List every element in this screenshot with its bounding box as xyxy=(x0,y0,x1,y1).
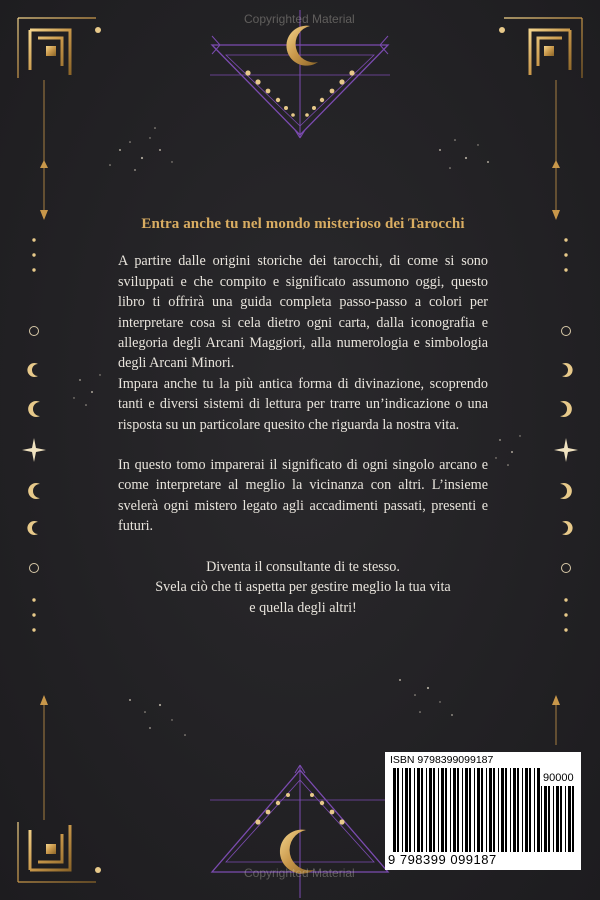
barcode-bar xyxy=(450,768,451,852)
barcode-bar xyxy=(486,768,487,852)
top-moon-ornament xyxy=(210,10,390,138)
barcode-bar xyxy=(572,786,574,852)
barcode-bar xyxy=(489,768,492,852)
barcode-bar xyxy=(565,786,566,852)
barcode-bar xyxy=(477,768,480,852)
price-code: 90000 xyxy=(543,772,574,784)
barcode-bar xyxy=(525,768,528,852)
barcode-bar xyxy=(560,786,562,852)
barcode-bar xyxy=(481,768,483,852)
barcode-bar xyxy=(426,768,427,852)
barcode-bar xyxy=(402,768,403,852)
barcode-icon xyxy=(539,786,577,852)
barcode-bar xyxy=(417,768,420,852)
barcode-bar xyxy=(409,768,411,852)
barcode-bar xyxy=(445,768,447,852)
barcode-icon xyxy=(391,768,541,852)
barcode-bar xyxy=(453,768,456,852)
barcode-bar xyxy=(474,768,475,852)
moon-icon xyxy=(286,26,318,66)
barcode-bar xyxy=(441,768,444,852)
paragraph-2: Impara anche tu la più antica forma di divinazione, scoprendo tanti e diversi sistemi di lettura per trarre un’indicazione o una risposta su un particolare quesito che riguarda la nostra vita. xyxy=(118,375,488,433)
barcode-bar xyxy=(457,768,459,852)
barcode-bar xyxy=(522,768,523,852)
corner-ornament-icon xyxy=(18,822,101,882)
barcode-bar xyxy=(429,768,432,852)
barcode-bar xyxy=(405,768,408,852)
corner-ornament-icon xyxy=(18,18,101,78)
barcode-bar xyxy=(493,768,495,852)
barcode-bar xyxy=(433,768,435,852)
barcode-bar xyxy=(469,768,471,852)
closing-line-1: Diventa il consultante di te stesso. xyxy=(206,558,400,575)
closing-line-2: Svela ciò che ti aspetta per gestire meglio la tua vita xyxy=(155,579,451,596)
barcode-bar xyxy=(414,768,415,852)
heading: Entra anche tu nel mondo misterioso dei Tarocchi xyxy=(141,216,465,232)
barcode-bar xyxy=(510,768,511,852)
barcode-bar xyxy=(517,768,519,852)
barcode-bar xyxy=(498,768,499,852)
barcode-bar xyxy=(465,768,468,852)
barcode-bar xyxy=(548,786,550,852)
circle-icon xyxy=(30,564,39,573)
barcode-bar xyxy=(505,768,507,852)
watermark-top: Copyrighted Material xyxy=(244,12,355,26)
barcode-bar xyxy=(438,768,439,852)
barcode-box xyxy=(385,752,581,870)
barcode-bar xyxy=(553,786,554,852)
barcode-bar xyxy=(501,768,504,852)
barcode-bar xyxy=(421,768,423,852)
paragraph-1: A partire dalle origini storiche dei tarocchi, di come si sono sviluppati e che compito e significato assumono oggi, questo libro ti offrirà una guida completa passo-passo a colori per interpretare cosa si cela dietro ogni carta, dalla iconografia e allegoria degli Arcani Maggiori, alla numerologia e simbologia degli Arcani Minori. xyxy=(118,253,488,372)
ean-digits: 9 798399 099187 xyxy=(388,852,497,867)
circle-icon xyxy=(562,564,571,573)
watermark-bottom: Copyrighted Material xyxy=(244,866,355,880)
barcode-bar xyxy=(529,768,531,852)
isbn-label: ISBN 9798399099187 xyxy=(390,754,494,766)
corner-ornament-icon xyxy=(499,18,582,78)
circle-icon xyxy=(562,327,571,336)
paragraph-3: In questo tomo imparerai il significato di ogni singolo arcano e come interpretare al meglio la vicinanza con altri. L’insieme svelerà ogni mistero legato agli accadimenti passati, presenti e futuri. xyxy=(118,457,488,535)
barcode-bar xyxy=(534,768,535,852)
circle-icon xyxy=(30,327,39,336)
barcode-bar xyxy=(513,768,516,852)
barcode-bar xyxy=(393,768,396,852)
barcode-bar xyxy=(544,786,547,852)
barcode-bar xyxy=(568,786,571,852)
closing-line-3: e quella degli altri! xyxy=(249,599,357,616)
description-text xyxy=(118,214,488,618)
barcode-bar xyxy=(541,786,542,852)
barcode-bar xyxy=(462,768,463,852)
barcode-bar xyxy=(397,768,399,852)
barcode-bar xyxy=(556,786,559,852)
